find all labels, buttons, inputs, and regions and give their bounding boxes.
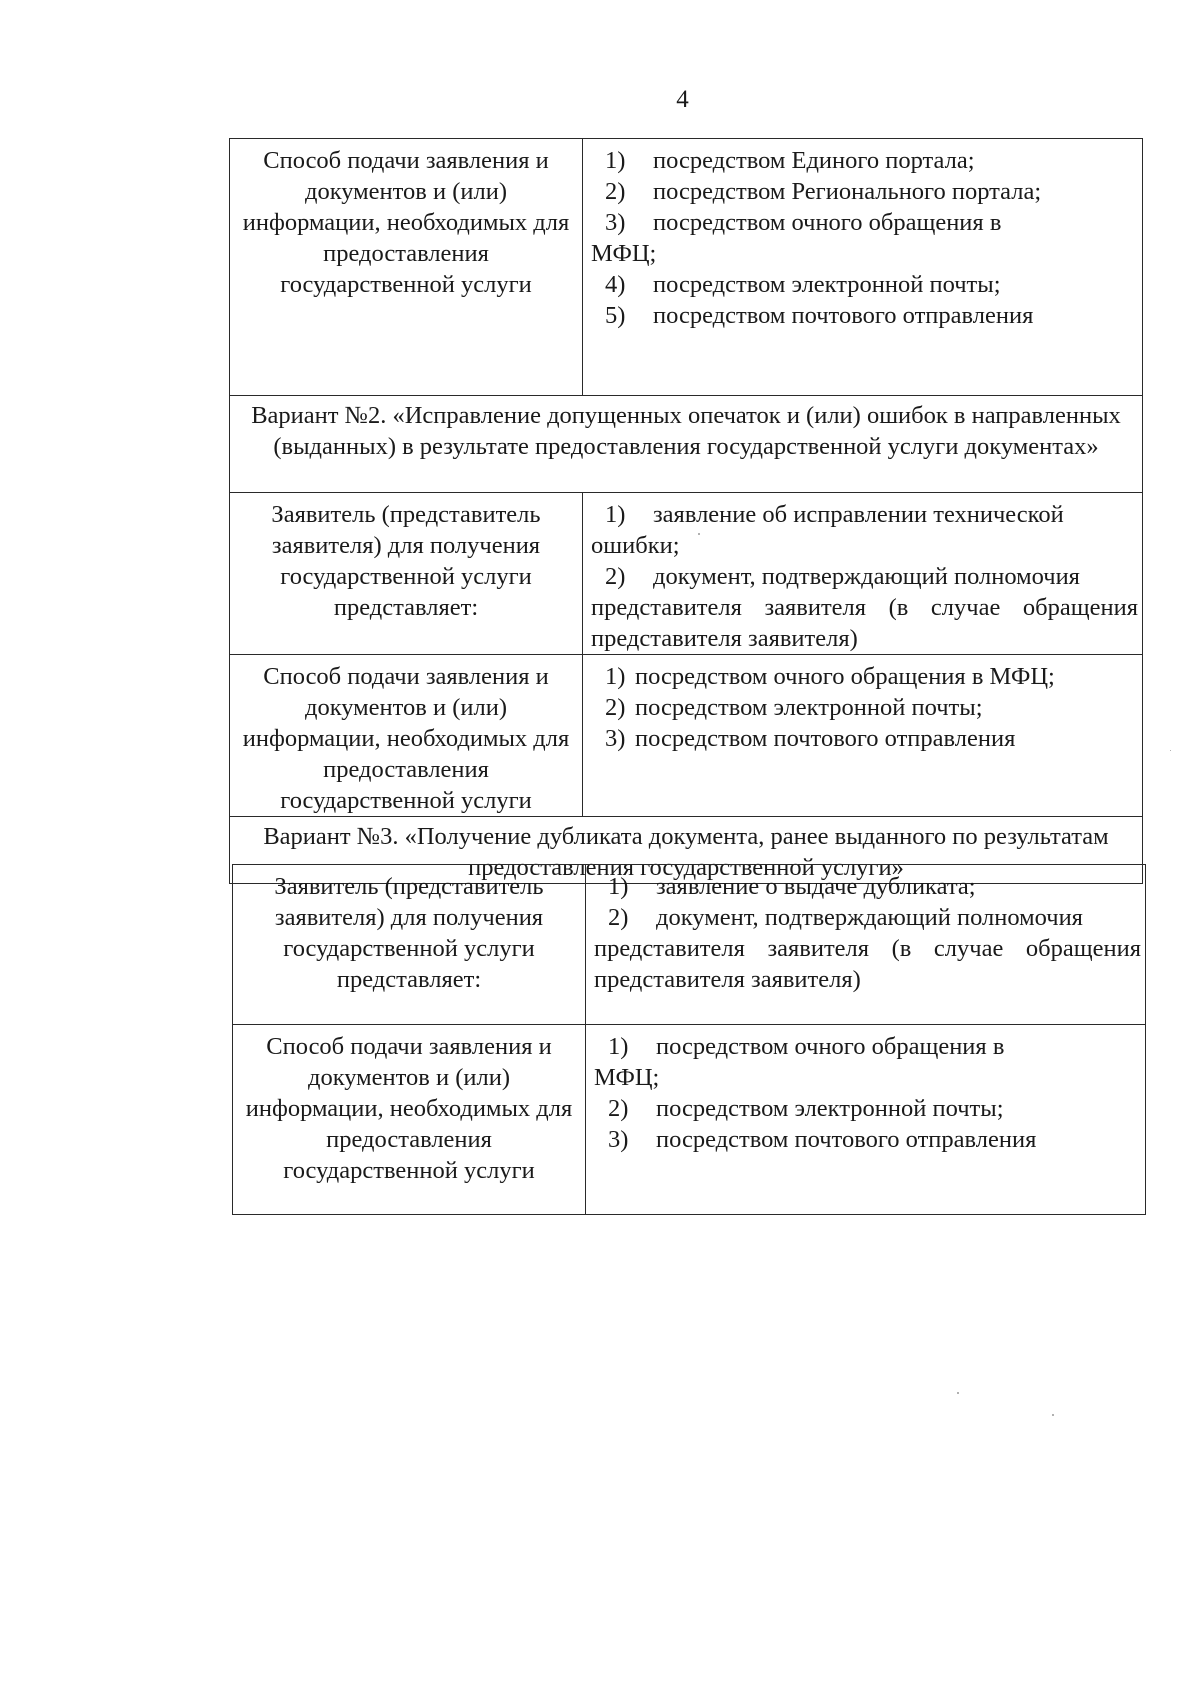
- right-cell: [586, 865, 1146, 1025]
- list-text: посредством очного обращения в: [656, 1033, 1005, 1060]
- right-cell: [583, 493, 1143, 655]
- variant-3-title: Вариант №3. «Получение дубликата документа, ранее выданного по результатам предоставления государственной услуги»: [263, 823, 1109, 881]
- list-number: 3): [605, 209, 626, 236]
- cell-label: Заявитель (представитель заявителя) для получения государственной услуги представляет:: [274, 873, 544, 993]
- left-cell: [233, 865, 586, 1025]
- scan-speck: [698, 533, 700, 535]
- page-number: [0, 86, 1200, 114]
- list-text: посредством почтового отправления: [635, 725, 1016, 752]
- left-cell: [230, 139, 583, 396]
- left-cell: [233, 1025, 586, 1215]
- list-item: [591, 176, 1138, 207]
- variant-3-table: [232, 864, 1146, 1215]
- list-text: документ, подтверждающий полномочия: [656, 904, 1083, 931]
- list-text-continuation: МФЦ;: [594, 1064, 660, 1091]
- list-item: [591, 269, 1138, 300]
- scan-speck: [1052, 1414, 1054, 1416]
- list-number: 1): [605, 663, 626, 690]
- variant-2-table: [229, 395, 1143, 884]
- cell-label: Заявитель (представитель заявителя) для получения государственной услуги представляет:: [271, 501, 541, 621]
- list-text: посредством очного обращения в МФЦ;: [635, 663, 1055, 690]
- right-cell: [583, 139, 1143, 396]
- list-text: посредством почтового отправления: [656, 1126, 1037, 1153]
- list-number: 4): [605, 271, 626, 298]
- right-cell: [583, 655, 1143, 817]
- left-cell: [230, 655, 583, 817]
- list-text: посредством электронной почты;: [653, 271, 1001, 298]
- table-row: [230, 139, 1143, 396]
- cell-label: Способ подачи заявления и документов и (или) информации, необходимых для предоставления государственной услуги: [242, 663, 570, 814]
- list-item: [591, 499, 1138, 561]
- cell-label: Способ подачи заявления и документов и (или) информации, необходимых для предоставления государственной услуги: [242, 147, 570, 298]
- list-text: посредством очного обращения в: [653, 209, 1002, 236]
- list-number: 1): [605, 147, 626, 174]
- list-text-continuation: представителя заявителя (в случае обращения представителя заявителя): [594, 935, 1141, 993]
- list-item: [594, 1124, 1141, 1155]
- list-item: [594, 1031, 1141, 1093]
- page-number-text: 4: [676, 86, 689, 113]
- table-row: [230, 655, 1143, 817]
- list-number: 1): [605, 501, 626, 528]
- list-text: посредством электронной почты;: [635, 694, 983, 721]
- table-row: [233, 1025, 1146, 1215]
- list-number: 3): [608, 1126, 629, 1153]
- scan-speck: [1170, 750, 1171, 751]
- list-item: [591, 661, 1138, 692]
- list-text: посредством почтового отправления: [653, 302, 1034, 329]
- list-text: посредством Единого портала;: [653, 147, 975, 174]
- list-item: [594, 871, 1141, 902]
- list-number: 2): [608, 1095, 629, 1122]
- list-item: [591, 145, 1138, 176]
- right-cell: [586, 1025, 1146, 1215]
- cell-label: Способ подачи заявления и документов и (или) информации, необходимых для предоставления государственной услуги: [245, 1033, 573, 1184]
- list-number: 2): [605, 178, 626, 205]
- list-number: 3): [605, 725, 626, 752]
- list-number: 1): [608, 1033, 629, 1060]
- list-item: [594, 1093, 1141, 1124]
- list-text-continuation: представителя заявителя (в случае обращения представителя заявителя): [591, 594, 1138, 652]
- submission-method-table-1: [229, 138, 1143, 396]
- list-item: [591, 300, 1138, 331]
- variant-2-title-cell: [230, 396, 1143, 493]
- list-text: документ, подтверждающий полномочия: [653, 563, 1080, 590]
- list-number: 2): [605, 563, 626, 590]
- list-text: посредством электронной почты;: [656, 1095, 1004, 1122]
- list-number: 5): [605, 302, 626, 329]
- list-item: [591, 723, 1138, 754]
- list-item: [591, 561, 1138, 654]
- table-row: [230, 493, 1143, 655]
- table-row: [233, 865, 1146, 1025]
- scan-speck: [957, 1392, 959, 1394]
- left-cell: [230, 493, 583, 655]
- list-item: [591, 692, 1138, 723]
- list-number: 2): [608, 904, 629, 931]
- list-item: [591, 207, 1138, 269]
- list-item: [594, 902, 1141, 995]
- list-text-continuation: ошибки;: [591, 532, 680, 559]
- list-text: посредством Регионального портала;: [653, 178, 1042, 205]
- variant-2-title: Вариант №2. «Исправление допущенных опечаток и (или) ошибок в направленных (выданных) в результате предоставления государственной услуги документах»: [251, 402, 1121, 460]
- list-text: заявление об исправлении технической: [653, 501, 1064, 528]
- list-number: 2): [605, 694, 626, 721]
- table-row: [230, 396, 1143, 493]
- list-text: заявление о выдаче дубликата;: [656, 873, 976, 900]
- list-number: 1): [608, 873, 629, 900]
- list-text-continuation: МФЦ;: [591, 240, 657, 267]
